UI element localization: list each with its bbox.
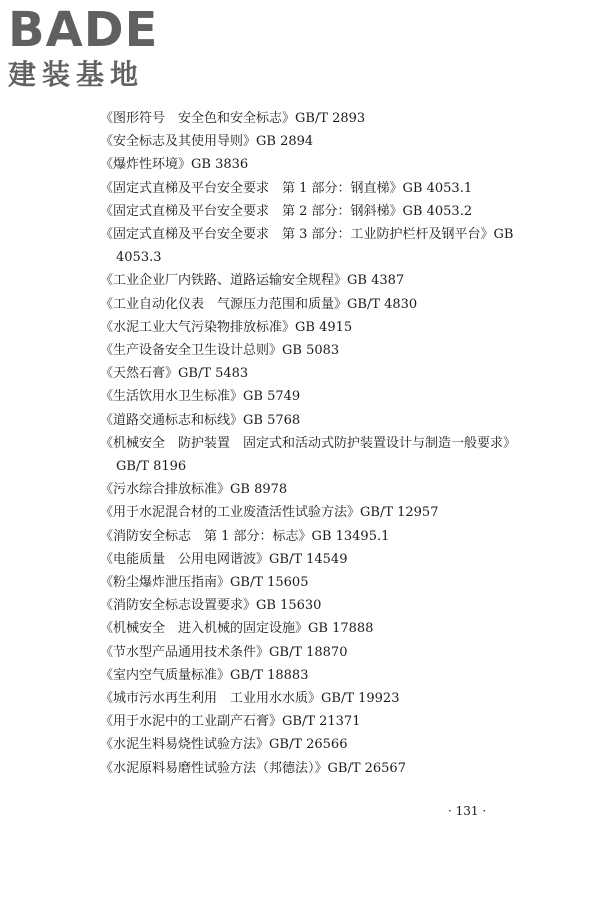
bade-logo: [8, 4, 178, 96]
reference-item: 《图形符号 安全色和安全标志》GB/T 2893: [100, 111, 366, 126]
reference-item: 《用于水泥混合材的工业废渣活性试验方法》GB/T 12957: [100, 505, 439, 521]
page-number: · 131 ·: [448, 804, 487, 818]
logo-subtitle: 建装基地: [8, 58, 145, 91]
reference-item: 《爆炸性环境》GB 3836: [100, 157, 249, 173]
reference-item: 《机械安全 防护装置 固定式和活动式防护装置设计与制造一般要求》GB/T 8196: [100, 435, 517, 475]
reference-item: 《城市污水再生利用 工业用水水质》GB/T 19923: [100, 691, 400, 707]
reference-item: 《水泥原料易磨性试验方法（邦德法）》GB/T 26567: [100, 760, 406, 776]
reference-item: 《安全标志及其使用导则》GB 2894: [100, 134, 314, 150]
reference-item: 《固定式直梯及平台安全要求 第 3 部分：工业防护栏杆及钢平台》GB 4053.3: [100, 227, 514, 266]
reference-item: 《粉尘爆炸泄压指南》GB/T 15605: [100, 575, 309, 591]
reference-item: 《固定式直梯及平台安全要求 第 1 部分：钢直梯》GB 4053.1: [100, 180, 473, 196]
reference-item: 《生产设备安全卫生设计总则》GB 5083: [100, 343, 340, 359]
reference-item: 《污水综合排放标准》GB 8978: [100, 482, 288, 498]
reference-item: 《消防安全标志设置要求》GB 15630: [100, 598, 322, 614]
reference-item: 《固定式直梯及平台安全要求 第 2 部分：钢斜梯》GB 4053.2: [100, 203, 473, 219]
reference-item: 《天然石膏》GB/T 5483: [100, 366, 249, 382]
reference-item: 《用于水泥中的工业副产石膏》GB/T 21371: [100, 714, 361, 730]
reference-item: 《工业企业厂内铁路、道路运输安全规程》GB 4387: [100, 273, 405, 289]
logo-brand-text: BADE: [8, 2, 159, 58]
reference-item: 《电能质量 公用电网谐波》GB/T 14549: [100, 551, 348, 567]
reference-item: 《节水型产品通用技术条件》GB/T 18870: [100, 644, 348, 660]
reference-item: 《道路交通标志和标线》GB 5768: [100, 412, 301, 428]
reference-item: 《消防安全标志 第 1 部分：标志》GB 13495.1: [100, 528, 390, 544]
reference-item: 《工业自动化仪表 气源压力范围和质量》GB/T 4830: [100, 296, 418, 312]
reference-item: 《生活饮用水卫生标准》GB 5749: [100, 389, 301, 405]
reference-item: 《室内空气质量标准》GB/T 18883: [100, 667, 309, 683]
reference-item: 《水泥生料易烧性试验方法》GB/T 26566: [100, 737, 348, 753]
standards-reference-list: [100, 107, 540, 780]
reference-item: 《机械安全 进入机械的固定设施》GB 17888: [100, 621, 374, 637]
reference-item: 《水泥工业大气污染物排放标准》GB 4915: [100, 319, 353, 335]
